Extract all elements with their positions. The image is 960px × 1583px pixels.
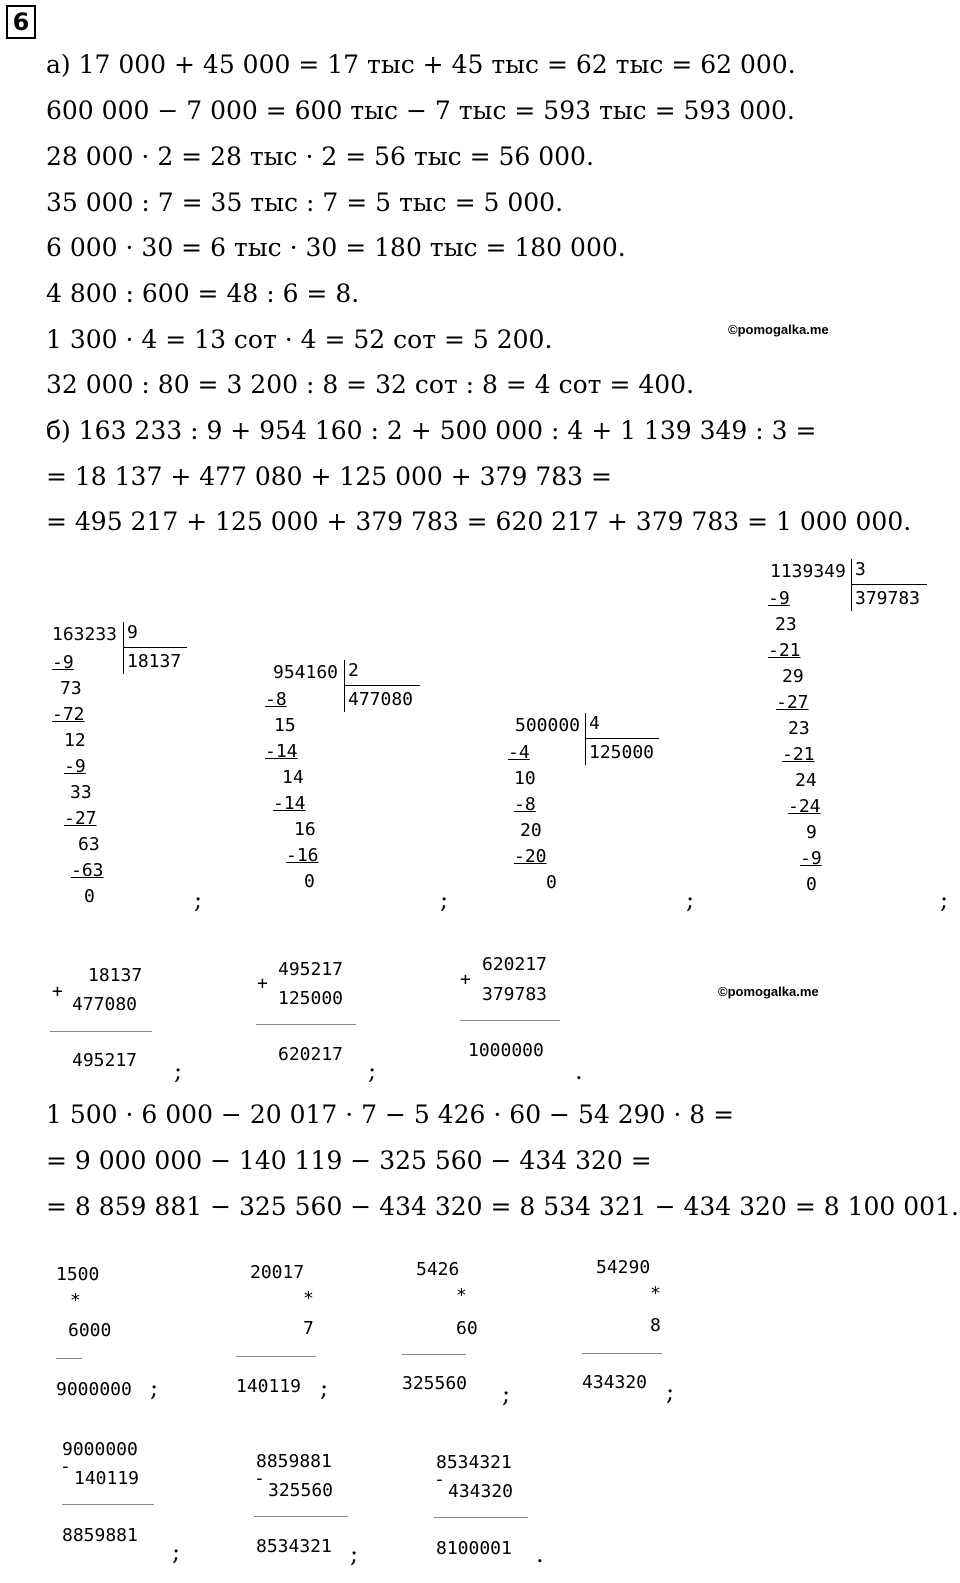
semicolon: ;: [440, 886, 449, 914]
semicolon: ;: [940, 886, 949, 914]
dividend: 954160: [273, 662, 339, 683]
divisor: 4: [589, 713, 600, 734]
semicolon: ;: [686, 886, 695, 914]
equation-line: б) 163 233 : 9 + 954 160 : 2 + 500 000 : 4 + 1 139 349 : 3 =: [46, 416, 817, 445]
divisor: 2: [348, 660, 359, 681]
sum: 620217: [278, 1044, 344, 1065]
step: -63: [71, 860, 104, 881]
subtrahend: 434320: [448, 1481, 514, 1502]
product: 140119: [236, 1376, 302, 1397]
step: -21: [768, 640, 801, 661]
semicolon: ;: [350, 1540, 359, 1568]
step: -14: [265, 741, 298, 762]
minus-sign: -: [254, 1468, 265, 1489]
equation-line: а) 17 000 + 45 000 = 17 тыс + 45 тыс = 62 тыс = 62 000.: [46, 50, 796, 79]
factor: 7: [303, 1318, 314, 1339]
semicolon: ;: [320, 1374, 329, 1402]
product: 325560: [402, 1373, 468, 1394]
factor: 5426: [416, 1259, 460, 1280]
step: 20: [520, 820, 542, 841]
semicolon: ;: [368, 1057, 377, 1085]
semicolon: ;: [666, 1378, 675, 1406]
plus-sign: +: [257, 973, 268, 994]
step: -24: [788, 796, 821, 817]
step: 63: [78, 834, 100, 855]
step: 9: [806, 822, 817, 843]
subtrahend: 325560: [268, 1480, 334, 1501]
factor: 60: [456, 1318, 478, 1339]
multiply-sign: *: [456, 1285, 467, 1306]
step: -20: [514, 846, 547, 867]
equation-line: 35 000 : 7 = 35 тыс : 7 = 5 тыс = 5 000.: [46, 188, 564, 217]
dividend: 500000: [515, 715, 581, 736]
quotient: 125000: [589, 742, 655, 763]
step: -16: [286, 845, 319, 866]
step: -9: [768, 588, 790, 609]
minuend: 9000000: [62, 1439, 138, 1460]
factor: 6000: [68, 1320, 112, 1341]
step: 23: [775, 614, 797, 635]
minus-sign: -: [434, 1469, 445, 1490]
equation-line: = 18 137 + 477 080 + 125 000 + 379 783 =: [46, 462, 612, 491]
quotient: 379783: [855, 588, 921, 609]
period: .: [536, 1540, 544, 1568]
divisor: 3: [855, 559, 866, 580]
multiply-sign: *: [650, 1283, 661, 1304]
equation-line: 6 000 · 30 = 6 тыс · 30 = 180 тыс = 180 000.: [46, 233, 626, 262]
step: 0: [546, 872, 557, 893]
step: 0: [806, 874, 817, 895]
step: 10: [514, 768, 536, 789]
minus-sign: -: [60, 1456, 71, 1477]
step: 0: [304, 871, 315, 892]
step: -27: [776, 692, 809, 713]
step: 12: [64, 730, 86, 751]
equation-line: 32 000 : 80 = 3 200 : 8 = 32 сот : 8 = 4 сот = 400.: [46, 370, 695, 399]
semicolon: ;: [174, 1057, 183, 1085]
semicolon: ;: [194, 886, 203, 914]
step: -9: [52, 652, 74, 673]
step: -8: [265, 689, 287, 710]
step: 14: [282, 767, 304, 788]
factor: 8: [650, 1315, 661, 1336]
addend: 379783: [482, 984, 548, 1005]
addend: 620217: [482, 954, 548, 975]
step: -21: [782, 744, 815, 765]
factor: 1500: [56, 1264, 100, 1285]
plus-sign: +: [52, 981, 63, 1002]
factor: 54290: [596, 1257, 651, 1278]
equation-line: 1 300 · 4 = 13 сот · 4 = 52 сот = 5 200.: [46, 325, 553, 354]
minuend: 8859881: [256, 1451, 332, 1472]
step: 23: [788, 718, 810, 739]
sum: 495217: [72, 1050, 138, 1071]
plus-sign: +: [460, 969, 471, 990]
step: 33: [70, 782, 92, 803]
semicolon: ;: [150, 1374, 159, 1402]
factor: 20017: [250, 1262, 305, 1283]
addend: 495217: [278, 959, 344, 980]
difference: 8534321: [256, 1536, 332, 1557]
addend: 125000: [278, 988, 344, 1009]
quotient: 18137: [127, 651, 182, 672]
addend: 18137: [88, 965, 143, 986]
multiply-sign: *: [70, 1290, 81, 1311]
product: 9000000: [56, 1379, 132, 1400]
dividend: 1139349: [770, 561, 846, 582]
equation-line: 4 800 : 600 = 48 : 6 = 8.: [46, 279, 360, 308]
equation-line: 1 500 · 6 000 − 20 017 · 7 − 5 426 · 60 − 54 290 · 8 =: [46, 1100, 735, 1129]
step: -9: [64, 756, 86, 777]
step: 0: [84, 886, 95, 907]
difference: 8100001: [436, 1538, 512, 1559]
step: 24: [795, 770, 817, 791]
quotient: 477080: [348, 689, 414, 710]
subtrahend: 140119: [74, 1468, 140, 1489]
dividend: 163233: [52, 624, 118, 645]
equation-line: = 495 217 + 125 000 + 379 783 = 620 217 + 379 783 = 1 000 000.: [46, 507, 912, 536]
period: .: [575, 1057, 583, 1085]
step: -4: [508, 742, 530, 763]
semicolon: ;: [172, 1538, 181, 1566]
step: 73: [60, 678, 82, 699]
semicolon: ;: [502, 1380, 511, 1408]
equation-line: = 8 859 881 − 325 560 − 434 320 = 8 534 321 − 434 320 = 8 100 001.: [46, 1192, 959, 1221]
step: 29: [782, 666, 804, 687]
divisor: 9: [127, 622, 138, 643]
multiply-sign: *: [303, 1288, 314, 1309]
minuend: 8534321: [436, 1452, 512, 1473]
step: -8: [514, 794, 536, 815]
step: -72: [52, 704, 85, 725]
step: -14: [273, 793, 306, 814]
equation-line: 600 000 − 7 000 = 600 тыс − 7 тыс = 593 тыс = 593 000.: [46, 96, 795, 125]
equation-line: 28 000 · 2 = 28 тыс · 2 = 56 тыс = 56 000.: [46, 142, 594, 171]
step: -27: [64, 808, 97, 829]
watermark: ©pomogalka.me: [728, 322, 829, 337]
product: 434320: [582, 1372, 648, 1393]
difference: 8859881: [62, 1525, 138, 1546]
step: -9: [800, 848, 822, 869]
task-number-box: 6: [6, 5, 36, 39]
addend: 477080: [72, 994, 138, 1015]
step: 15: [274, 715, 296, 736]
step: 16: [294, 819, 316, 840]
sum: 1000000: [468, 1040, 544, 1061]
equation-line: = 9 000 000 − 140 119 − 325 560 − 434 320 =: [46, 1146, 652, 1175]
watermark: ©pomogalka.me: [718, 984, 819, 999]
